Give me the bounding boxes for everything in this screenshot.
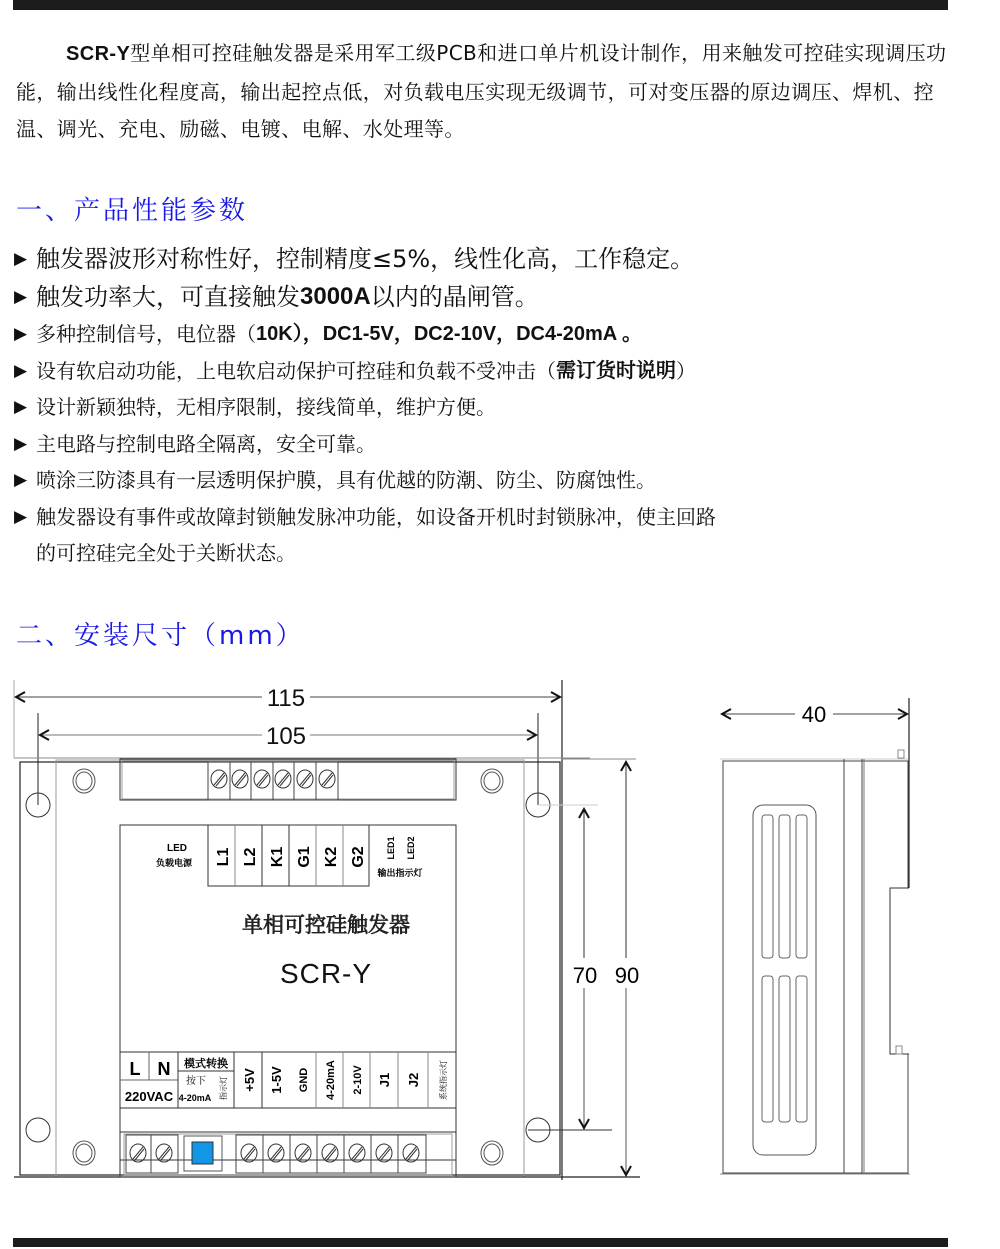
- svg-text:L1: L1: [215, 847, 232, 867]
- label-panel: [120, 825, 456, 1160]
- section-heading-performance: 一、产品性能参数: [16, 196, 249, 226]
- svg-text:指示灯: 指示灯: [219, 1076, 228, 1100]
- svg-text:N: N: [157, 1059, 171, 1079]
- svg-text:按下: 按下: [186, 1076, 206, 1087]
- product-name: 单相可控硅触发器: [242, 914, 410, 937]
- bullet-triangle-icon: ▶: [14, 470, 28, 490]
- svg-text:2-10V: 2-10V: [352, 1065, 364, 1095]
- feature-item: ▶ 喷涂三防漆具有一层透明保护膜，具有优越的防潮、防尘、防腐蚀性。: [14, 462, 954, 499]
- svg-text:4-20mA: 4-20mA: [325, 1060, 337, 1100]
- svg-text:115: 115: [266, 685, 306, 712]
- feature-item: ▶ 设有软启动功能，上电软启动保护可控硅和负载不受冲击（ 需订货时说明 ）: [14, 353, 954, 390]
- feature-item: ▶ 触发器设有事件或故障封锁触发脉冲功能，如设备开机时封锁脉冲，使主回路: [14, 499, 954, 536]
- svg-text:G1: G1: [296, 846, 313, 868]
- svg-text:LED: LED: [167, 843, 187, 854]
- bullet-triangle-icon: ▶: [14, 397, 28, 417]
- svg-text:系统指示灯: 系统指示灯: [439, 1060, 448, 1100]
- svg-text:+5V: +5V: [242, 1068, 257, 1092]
- feature-item: ▶ 多种控制信号，电位器（ 10K ），DC1-5V，DC2-10V，DC4-20mA 。: [14, 316, 954, 353]
- mode-switch-button: [192, 1142, 213, 1164]
- svg-text:模式转换: 模式转换: [184, 1058, 228, 1070]
- svg-text:90: 90: [614, 963, 640, 988]
- svg-text:4-20mA: 4-20mA: [178, 1093, 212, 1103]
- intro-text: 型单相可控硅触发器是采用军工级PCB和进口单片机设计制作，用来触发可控硅实现调压功能，输出线性化程度高，输出起控点低，对负载电压实现无级调节，可对变压器的原边调压、焊机、控温、调光、充电、励磁、电镀、电解、水处理等。: [16, 41, 947, 141]
- bullet-triangle-icon: ▶: [14, 506, 28, 527]
- svg-text:LED1: LED1: [386, 836, 396, 860]
- svg-text:1-5V: 1-5V: [269, 1066, 284, 1094]
- svg-text:负载电源: 负载电源: [155, 858, 193, 868]
- bullet-triangle-icon: ▶: [14, 249, 28, 269]
- svg-text:K2: K2: [323, 846, 340, 868]
- svg-text:GND: GND: [298, 1067, 310, 1093]
- svg-text:40: 40: [801, 702, 827, 727]
- bullet-triangle-icon: ▶: [14, 287, 28, 307]
- section-heading-dimensions: 二、安装尺寸（mm）: [16, 621, 305, 651]
- mount-hole: [26, 1118, 50, 1142]
- feature-item: ▶ 设计新颖独特，无相序限制，接线简单，维护方便。: [14, 389, 954, 426]
- top-divider-bar: [13, 0, 948, 10]
- front-view-diagram: [0, 670, 680, 1190]
- svg-text:J2: J2: [406, 1072, 421, 1088]
- svg-text:220VAC: 220VAC: [124, 1089, 174, 1104]
- model-name: SCR-Y: [66, 43, 131, 65]
- svg-text:70: 70: [572, 963, 598, 988]
- svg-text:K1: K1: [269, 846, 286, 868]
- bullet-triangle-icon: ▶: [14, 324, 28, 344]
- feature-list: [14, 240, 954, 572]
- feature-item: ▶ 触发功率大，可直接触发 3000A 以内的晶闸管。: [14, 278, 954, 316]
- feature-item-continuation: 的可控硅完全处于关断状态。: [36, 541, 296, 565]
- svg-text:L2: L2: [242, 847, 259, 867]
- svg-text:105: 105: [265, 723, 307, 750]
- bullet-triangle-icon: ▶: [14, 360, 28, 381]
- feature-item: ▶ 触发器波形对称性好，控制精度≤5%，线性化高，工作稳定。: [14, 240, 954, 278]
- bottom-divider-bar: [13, 1238, 948, 1247]
- svg-text:J1: J1: [377, 1072, 392, 1088]
- top-terminal-block: [120, 759, 456, 800]
- intro-paragraph: [16, 35, 951, 149]
- dimension-height-70: [528, 805, 612, 1130]
- bottom-terminal-block: [120, 1132, 456, 1177]
- product-model: SCR-Y: [279, 958, 373, 989]
- feature-item: ▶ 主电路与控制电路全隔离，安全可靠。: [14, 426, 954, 463]
- side-view-diagram: [700, 690, 930, 1190]
- enclosure-side: [720, 750, 910, 1174]
- svg-text:L: L: [129, 1059, 141, 1079]
- svg-text:输出指示灯: 输出指示灯: [377, 868, 423, 878]
- svg-text:LED2: LED2: [406, 836, 416, 860]
- bullet-triangle-icon: ▶: [14, 433, 28, 454]
- svg-text:G2: G2: [350, 846, 367, 868]
